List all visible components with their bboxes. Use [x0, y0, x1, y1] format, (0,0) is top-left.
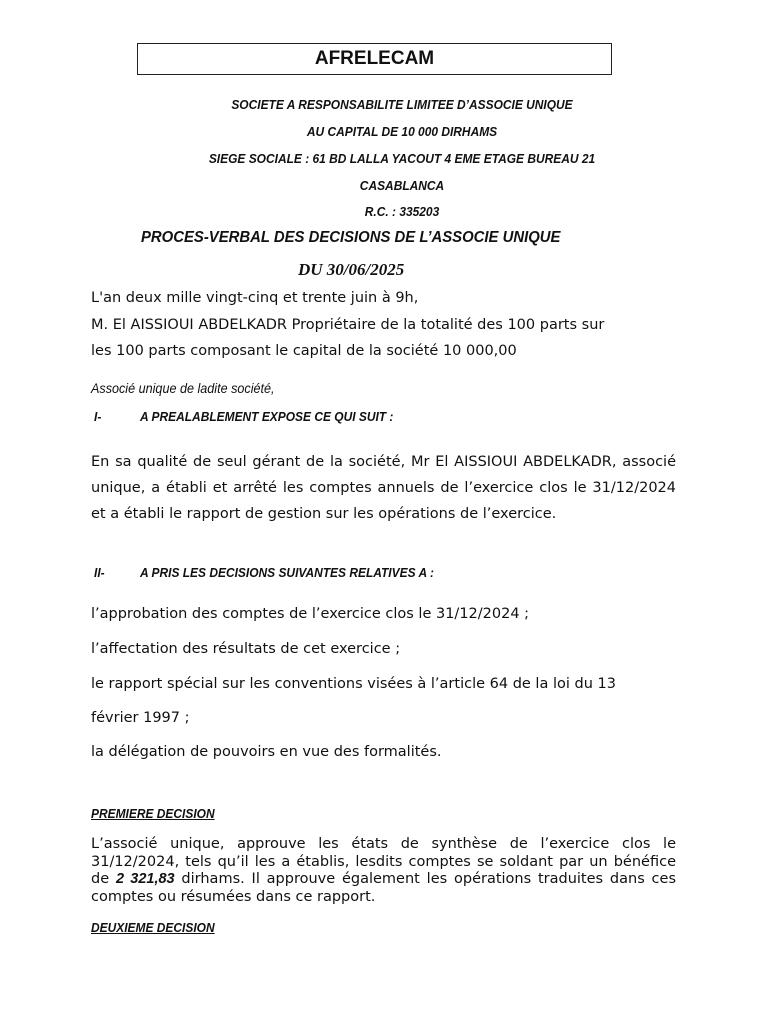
- header-city: CASABLANCA: [359, 178, 445, 193]
- profit-amount: 2 321,83: [115, 871, 175, 887]
- decision-1-paragraph: [91, 836, 676, 906]
- decision-2-title: DEUXIEME DECISION: [91, 920, 215, 935]
- document-date: DU 30/06/2025: [298, 260, 405, 279]
- decision-1-title: PREMIERE DECISION: [91, 806, 215, 821]
- list-item: l’affectation des résultats de cet exercice ;: [91, 641, 401, 657]
- intro-line: M. El AISSIOUI ABDELKADR Propriétaire de la totalité des 100 parts sur: [91, 317, 605, 333]
- company-name-box: [137, 43, 612, 75]
- decision-1-text-before: L’associé unique, approuve les états de synthèse de l’exercice clos le 31/12/2024, tels qu’il les a établis, lesdits comptes se soldant par un bénéfice de: [91, 836, 676, 887]
- document-title: PROCES-VERBAL DES DECISIONS DE L’ASSOCIE UNIQUE: [141, 229, 561, 246]
- section-1-title: A PREALABLEMENT EXPOSE CE QUI SUIT :: [140, 409, 394, 424]
- company-name: AFRELECAM: [314, 48, 435, 69]
- list-item: l’approbation des comptes de l’exercice clos le 31/12/2024 ;: [91, 606, 530, 622]
- list-item: février 1997 ;: [91, 710, 190, 726]
- header-address: SIEGE SOCIALE : 61 BD LALLA YACOUT 4 EME ETAGE BUREAU 21: [208, 151, 596, 166]
- section-1-paragraph: En sa qualité de seul gérant de la société, Mr El AISSIOUI ABDELKADR, associé unique, a établi et arrêté les comptes annuels de l’exercice clos le 31/12/2024 et a établi le rapport de gestion sur les opérations de l’exercice.: [91, 454, 676, 522]
- intro-line: L'an deux mille vingt-cinq et trente juin à 9h,: [91, 290, 419, 306]
- section-2-number: II-: [94, 565, 105, 580]
- list-item: le rapport spécial sur les conventions visées à l’article 64 de la loi du 13: [91, 676, 616, 692]
- header-rc: R.C. : 335203: [364, 204, 440, 219]
- list-item: la délégation de pouvoirs en vue des formalités.: [91, 744, 442, 760]
- decision-1-text-after: dirhams. Il approuve également les opérations traduites dans ces comptes ou résumées dans ce rapport.: [91, 871, 677, 905]
- header-legal-form: SOCIETE A RESPONSABILITE LIMITEE D’ASSOCIE UNIQUE: [231, 97, 573, 112]
- section-2-title: A PRIS LES DECISIONS SUIVANTES RELATIVES A :: [140, 565, 434, 580]
- associe-line: Associé unique de ladite société,: [91, 380, 275, 396]
- section-2-heading: [94, 565, 434, 580]
- header-capital: AU CAPITAL DE 10 000 DIRHAMS: [306, 124, 498, 139]
- section-1-heading: [94, 409, 393, 424]
- intro-line: les 100 parts composant le capital de la société 10 000,00: [91, 343, 517, 359]
- section-1-number: I-: [94, 409, 102, 424]
